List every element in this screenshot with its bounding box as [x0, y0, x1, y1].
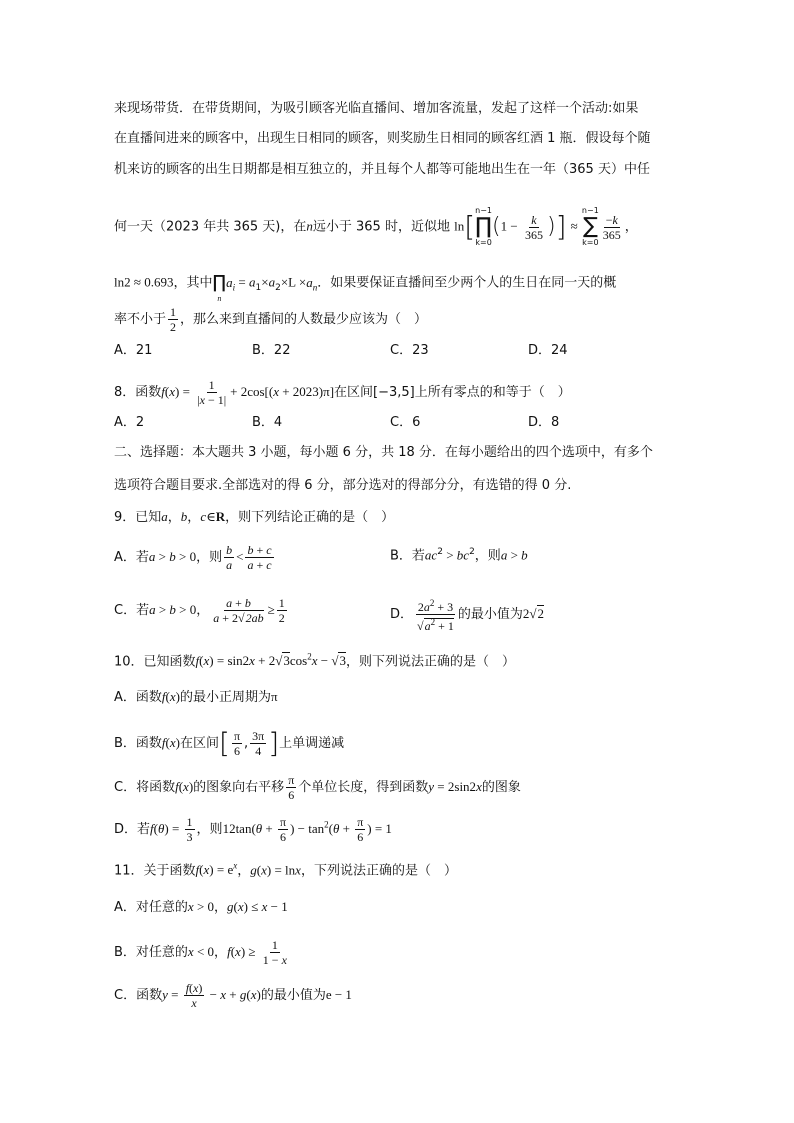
q7-line-3: 机来访的顾客的出生日期都是相互独立的，并且每个人都等可能地出生在一年（365 天）中任	[114, 162, 650, 177]
q7-option-a: A．21	[114, 343, 153, 358]
section2-line-1: 二、选择题：本大题共 3 小题，每小题 6 分，共 18 分．在每小题给出的四个选项中，有多个	[114, 445, 653, 460]
q11-option-b: B．对任意的x < 0，f(x) ≥ $\frac{1}{1 - x}$	[114, 938, 287, 967]
q10-stem: 10．已知函数$f(x) = \sin 2x + 2√3\cos^2x - √3$，则下列说法正确的是（ ）	[114, 652, 515, 670]
q7-line-1: 来现场带货．在带货期间，为吸引顾客光临直播间、增加客流量，发起了这样一个活动:如果	[114, 101, 639, 116]
q11-stem: 11．关于函数$f(x) = e^x$，g(x) = lnx，下列说法正确的是（ ）	[114, 861, 457, 879]
q7-option-d: D．24	[528, 343, 568, 358]
q10-option-b: B．函数f(x)在区间[ $\frac{\pi}{6}$ , $\frac{3\pi}{4}$ ]上单调递减	[114, 726, 345, 760]
q7-line-6-b: ，那么来到直播间的人数最少应该为（ ）	[180, 312, 428, 327]
q7-line-6: 率不小于 $\frac{1}{2}$ ，那么来到直播间的人数最少应该为（ ）	[114, 305, 428, 334]
q7-line-5-a: ，其中	[173, 275, 213, 291]
q11-option-c: C．函数y = $\frac{f(x)}{x}$ − x + g(x)的最小值为e − 1	[114, 981, 352, 1010]
q7-line-2: 在直播间进来的顾客中，出现生日相同的顾客，则奖励生日相同的顾客红酒 1 瓶．假设每个随	[114, 131, 651, 146]
q9-option-a: A．若a > b > 0，则 $\frac{b}{a}$ < $\frac{b + c}{a + c}$	[114, 543, 272, 572]
q8-suffix: 在区间[−3,5]上所有零点的和等于（ ）	[334, 385, 571, 400]
q10-option-c: C．将函数f(x)的图象向右平移 $\frac{\pi}{6}$ 个单位长度，得到函数y = 2sin2x的图象	[114, 773, 521, 802]
q8-prefix: 8．函数	[114, 385, 162, 400]
q8-option-b: B．4	[252, 415, 283, 430]
q9-stem-a: 9．已知	[114, 510, 162, 525]
q7-option-b: B．22	[252, 343, 291, 358]
q11-option-a: A．对任意的x > 0，g(x) ≤ x − 1	[114, 899, 288, 915]
q7-line-5-b: ．如果要保证直播间至少两个人的生日在同一天的概	[317, 275, 617, 291]
q8-option-c: C．6	[390, 415, 421, 430]
q10-option-d: D．若f(θ) = $\frac{1}{3}$ ，则12tan(θ + $\frac{\pi}{6}$ ) − $\tan^2(\theta$ + $\frac{\pi}{6}$ ) = 1	[114, 815, 392, 844]
q9-stem-b: ，则下列结论正确的是（ ）	[225, 510, 395, 525]
q7-line-4-text2: 远小于 365 时，近似地	[312, 219, 450, 235]
q8-option-a: A．2	[114, 415, 145, 430]
section2-line-2: 选项符合题目要求.全部选对的得 6 分，部分选对的得部分分，有选错的得 0 分.	[114, 478, 572, 493]
q9-option-b: B．若$ac^2 > bc^2$，则a > b	[390, 547, 528, 564]
q8-stem: 8．函数f(x) = $\frac{1}{|x - 1|}$ + 2cos[(x + 2023)π]在区间[−3,5]上所有零点的和等于（ ）	[114, 378, 571, 407]
q7-option-c: C．23	[390, 343, 429, 358]
q7-line-6-a: 率不小于	[114, 312, 167, 327]
q7-line-4: 何一天（2023 年共 365 天)，在n远小于 365 时，近似地 ln[ n−1 ∏ k=0 (1 − $\frac{k}{365}$ )] ≈ n−1 ∑ k=0 $\frac{-k}{365}$ ，	[114, 206, 638, 247]
q10-option-a: A．函数f(x)的最小正周期为π	[114, 689, 278, 705]
q9-stem: 9．已知a，b，c∈R，则下列结论正确的是（ ）	[114, 509, 395, 525]
q7-line-5: ln2 ≈ 0.693，其中 ∏ n $a_i = a_1\times a_2\times L \times a_n$．如果要保证直播间至少两个人的生日在同一天的概	[114, 272, 617, 303]
q9-option-c: C．若a > b > 0， $\frac{a + b}{a + 2√2ab}$ ≥ $\frac{1}{2}$	[114, 596, 285, 625]
q8-option-d: D．8	[528, 415, 560, 430]
q7-line-4-text: 何一天（2023 年共 365 天)，在	[114, 219, 307, 235]
q9-option-d: D． $\frac{2a^2 + 3}{√a^2 + 1}$ 的最小值为2√2	[390, 598, 545, 633]
